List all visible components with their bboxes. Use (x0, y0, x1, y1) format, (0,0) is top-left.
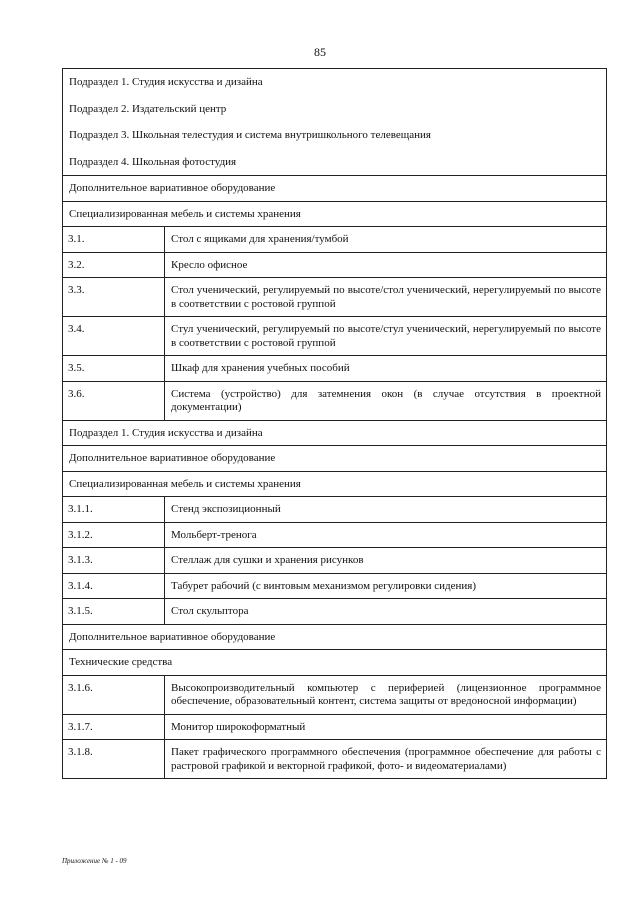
section-heading: Подраздел 4. Школьная фотостудия (63, 149, 607, 176)
section-heading: Подраздел 1. Студия искусства и дизайна (63, 420, 607, 446)
item-number: 3.1.3. (63, 548, 165, 574)
section-heading: Дополнительное вариативное оборудование (63, 176, 607, 202)
table-row (63, 356, 607, 382)
item-description: Стол с ящиками для хранения/тумбой (165, 227, 607, 253)
equipment-table (62, 68, 607, 779)
table-row (63, 252, 607, 278)
item-description: Кресло офисное (165, 252, 607, 278)
item-number: 3.1.5. (63, 599, 165, 625)
item-description: Система (устройство) для затемнения окон (в случае отсутствия в проектной документации) (165, 381, 607, 420)
table-row (63, 573, 607, 599)
item-number: 3.3. (63, 278, 165, 317)
item-description: Стол ученический, регулируемый по высоте/стол ученический, нерегулируемый по высоте в соответствии с ростовой группой (165, 278, 607, 317)
item-description: Высокопроизводительный компьютер с периферией (лицензионное программное обеспечение, образовательный контент, система защиты от вредоносной информации) (165, 675, 607, 714)
section-heading: Подраздел 1. Студия искусства и дизайна (63, 69, 607, 96)
section-row (63, 176, 607, 202)
item-number: 3.1.8. (63, 740, 165, 779)
item-description: Стол скульптора (165, 599, 607, 625)
section-heading: Подраздел 2. Издательский центр (63, 96, 607, 123)
item-number: 3.1.4. (63, 573, 165, 599)
section-row (63, 624, 607, 650)
table-row (63, 278, 607, 317)
page-footer: Приложение № 1 - 09 (62, 857, 127, 865)
item-number: 3.1.6. (63, 675, 165, 714)
item-number: 3.1.7. (63, 714, 165, 740)
section-heading: Специализированная мебель и системы хранения (63, 471, 607, 497)
section-row (63, 446, 607, 472)
section-row (63, 122, 607, 149)
table-row (63, 675, 607, 714)
item-description: Стул ученический, регулируемый по высоте/стул ученический, нерегулируемый по высоте в соответствии с ростовой группой (165, 317, 607, 356)
item-description: Стеллаж для сушки и хранения рисунков (165, 548, 607, 574)
item-number: 3.1.2. (63, 522, 165, 548)
section-row (63, 420, 607, 446)
item-description: Пакет графического программного обеспечения (программное обеспечение для работы с растровой графикой и векторной графикой, фото- и видеоматериалами) (165, 740, 607, 779)
item-number: 3.6. (63, 381, 165, 420)
table-row (63, 227, 607, 253)
section-row (63, 69, 607, 96)
item-description: Стенд экспозиционный (165, 497, 607, 523)
item-number: 3.5. (63, 356, 165, 382)
section-heading: Технические средства (63, 650, 607, 676)
table-row (63, 497, 607, 523)
section-row (63, 201, 607, 227)
table-row (63, 714, 607, 740)
item-description: Мольберт-тренога (165, 522, 607, 548)
table-row (63, 548, 607, 574)
item-number: 3.1.1. (63, 497, 165, 523)
page-number: 85 (314, 45, 326, 59)
table-row (63, 740, 607, 779)
section-row (63, 96, 607, 123)
section-row (63, 650, 607, 676)
item-description: Табурет рабочий (с винтовым механизмом регулировки сидения) (165, 573, 607, 599)
item-number: 3.4. (63, 317, 165, 356)
section-row (63, 149, 607, 176)
table-row (63, 599, 607, 625)
section-heading: Подраздел 3. Школьная телестудия и система внутришкольного телевещания (63, 122, 607, 149)
table-row (63, 317, 607, 356)
item-description: Монитор широкоформатный (165, 714, 607, 740)
section-heading: Дополнительное вариативное оборудование (63, 446, 607, 472)
table-row (63, 522, 607, 548)
table-row (63, 381, 607, 420)
section-row (63, 471, 607, 497)
item-number: 3.1. (63, 227, 165, 253)
item-description: Шкаф для хранения учебных пособий (165, 356, 607, 382)
section-heading: Специализированная мебель и системы хранения (63, 201, 607, 227)
section-heading: Дополнительное вариативное оборудование (63, 624, 607, 650)
item-number: 3.2. (63, 252, 165, 278)
